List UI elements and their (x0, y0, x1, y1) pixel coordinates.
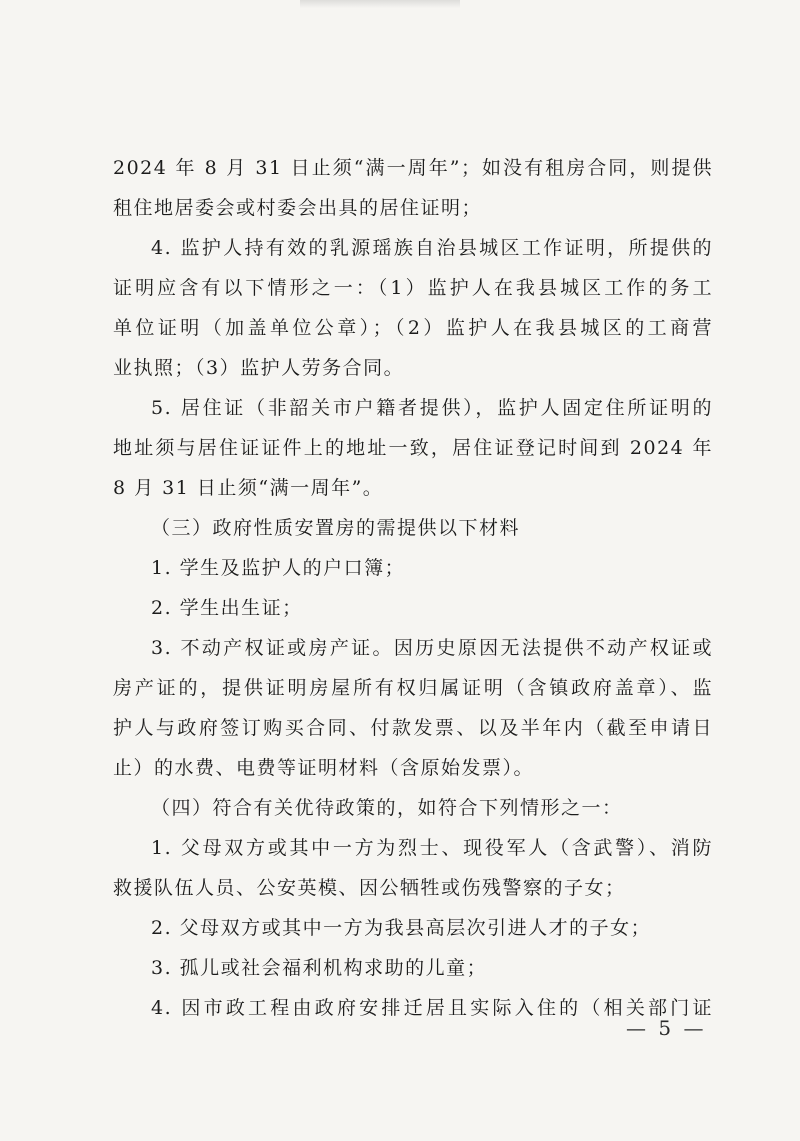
scan-edge-mark (300, 0, 460, 8)
paragraph-line: 2. 父母双方或其中一方为我县高层次引进人才的子女； (151, 917, 652, 939)
paragraph-line: 租住地居委会或村委会出具的居住证明； (113, 197, 483, 219)
body-text (113, 148, 713, 1028)
paragraph-line: 2. 学生出生证； (151, 597, 303, 619)
paragraph-line: 救援队伍人员、公安英模、因公牺牲或伤残警察的子女； (113, 877, 626, 899)
paragraph-line: 证明应含有以下情形之一：（1）监护人在我县城区工作的务工 (113, 277, 713, 299)
paragraph-line: 房产证的，提供证明房屋所有权归属证明（含镇政府盖章）、监 (113, 677, 713, 699)
paragraph-line: 业执照；（3）监护人劳务合同。 (113, 357, 405, 379)
paragraph-line: 地址须与居住证证件上的地址一致，居住证登记时间到 2024 年 (113, 437, 713, 459)
section-heading: （四）符合有关优待政策的，如符合下列情形之一： (151, 797, 623, 819)
paragraph-line: 3. 不动产权证或房产证。因历史原因无法提供不动产权证或 (151, 637, 713, 659)
paragraph-line: 4. 监护人持有效的乳源瑶族自治县城区工作证明，所提供的 (151, 237, 713, 259)
paragraph-line: 5. 居住证（非韶关市户籍者提供），监护人固定住所证明的 (151, 397, 713, 419)
paragraph-line: 单位证明（加盖单位公章）；（2）监护人在我县城区的工商营 (113, 317, 713, 339)
paragraph-line: 护人与政府签订购买合同、付款发票、以及半年内（截至申请日 (113, 717, 713, 739)
paragraph-line: 4. 因市政工程由政府安排迁居且实际入住的（相关部门证 (151, 997, 713, 1019)
paragraph-line: 8 月 31 日止须“满一周年”。 (113, 477, 384, 499)
paragraph-line: 1. 学生及监护人的户口簿； (151, 557, 406, 579)
paragraph-line: 3. 孤儿或社会福利机构求助的儿童； (151, 957, 488, 979)
paragraph-line: 止）的水费、电费等证明材料（含原始发票）。 (113, 757, 535, 779)
section-heading: （三）政府性质安置房的需提供以下材料 (151, 517, 521, 539)
paragraph-line: 2024 年 8 月 31 日止须“满一周年”；如没有租房合同，则提供 (113, 157, 713, 179)
page-number: — 5 — (626, 1016, 707, 1040)
paragraph-line: 1. 父母双方或其中一方为烈士、现役军人（含武警）、消防 (151, 837, 713, 859)
